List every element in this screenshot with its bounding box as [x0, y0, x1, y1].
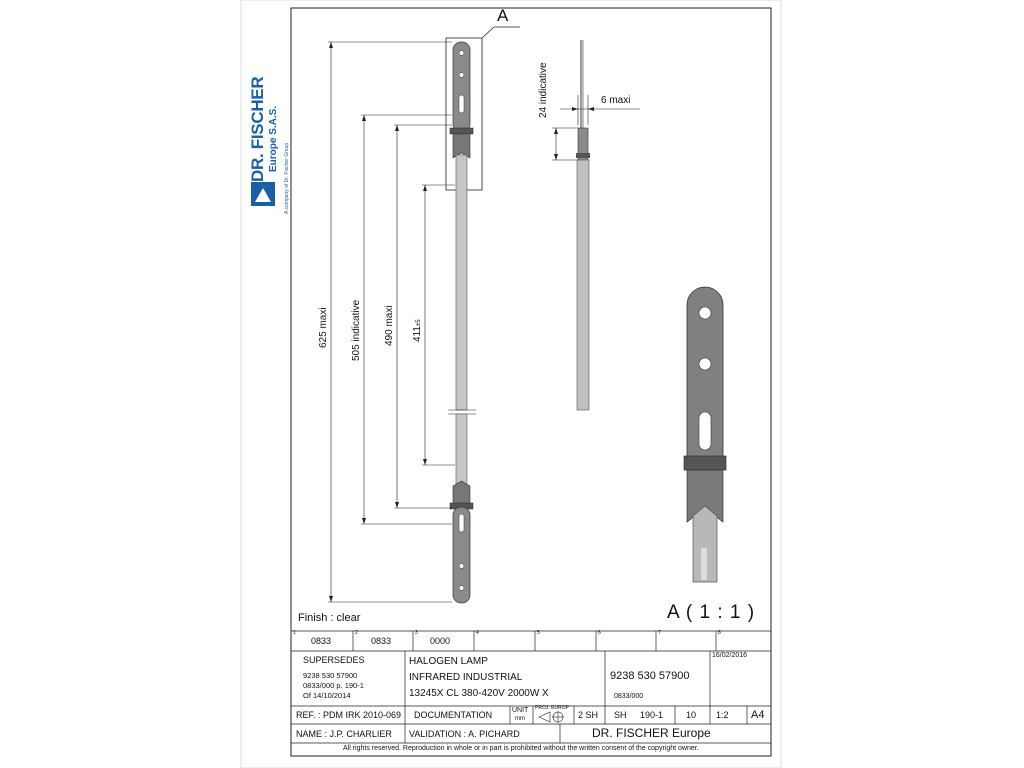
drawing-date: 16/02/2016 — [712, 652, 748, 659]
dim-max: 490 maxi — [384, 305, 395, 346]
sheet-count: 2 SH — [578, 710, 599, 720]
grid-number: 3 — [415, 630, 418, 636]
unit-value: mm — [515, 716, 525, 722]
sh-value: 190-1 — [640, 710, 664, 720]
documentation-label: DOCUMENTATION — [414, 710, 493, 720]
dim-end-height: 24 indicative — [538, 62, 549, 118]
reference: REF. : PDM IRK 2010-069 — [296, 710, 402, 720]
logo-division: Europe S.A.S. — [268, 105, 279, 172]
dim-indicative: 505 indicative — [351, 299, 362, 361]
description-line: INFRARED INDUSTRIAL — [409, 672, 523, 683]
description-line: HALOGEN LAMP — [409, 656, 488, 667]
projection-symbol-icon — [539, 711, 564, 723]
part-sub-number: 0833/000 — [614, 693, 644, 700]
supersedes-label: SUPERSEDES — [303, 655, 365, 665]
scale: 1:2 — [716, 710, 729, 720]
paper-format: A4 — [751, 709, 765, 721]
revision-number: 10 — [686, 710, 697, 720]
revision-cell: 0833 — [311, 636, 332, 646]
supersedes-line: 0833/000 p. 190-1 — [303, 681, 364, 690]
grid-number: 7 — [658, 630, 661, 636]
grid-number: 5 — [537, 630, 540, 636]
copyright-notice: All rights reserved. Reproduction in whole or in part is prohibited without the written consent of the copyright owner. — [343, 745, 699, 752]
description-line: 13245X CL 380-420V 2000W X — [409, 688, 549, 699]
dim-tube — [412, 319, 423, 342]
grid-number: 8 — [718, 630, 721, 636]
revision-cell: 0833 — [371, 636, 392, 646]
drafter-name: NAME : J.P. CHARLIER — [296, 729, 392, 739]
company-name: DR. FISCHER Europe — [592, 726, 711, 740]
supersedes-line: 9238 530 57900 — [303, 671, 358, 680]
logo-tagline: A company of Dr. Fischer Group — [284, 142, 290, 214]
grid-number: 4 — [476, 630, 479, 636]
detail-title: A ( 1 : 1 ) — [667, 602, 756, 623]
unit-label: UNIT — [512, 707, 529, 714]
revision-cell: 0000 — [430, 636, 451, 646]
part-number: 9238 530 57900 — [610, 670, 690, 682]
sh-label: SH — [614, 710, 627, 720]
dim-tube-value: 411 — [412, 326, 423, 342]
detail-ref-label: A — [497, 6, 509, 25]
lamp-main-view — [448, 42, 476, 603]
logo-brand: DR. FISCHER — [248, 76, 267, 182]
projection-label: PROJ. EUROP — [535, 705, 569, 711]
dim-overall: 625 maxi — [318, 307, 329, 348]
dim-tube-tolerance: ±5 — [416, 319, 422, 327]
supersedes-line: Of 14/10/2014 — [303, 691, 351, 700]
validator-name: VALIDATION : A. PICHARD — [409, 729, 520, 739]
grid-number: 1 — [293, 630, 296, 636]
grid-number: 6 — [598, 630, 601, 636]
grid-number: 2 — [355, 630, 358, 636]
dim-end-width: 6 maxi — [601, 95, 631, 106]
detail-a-view — [684, 287, 726, 582]
finish-note: Finish : clear — [298, 612, 361, 624]
